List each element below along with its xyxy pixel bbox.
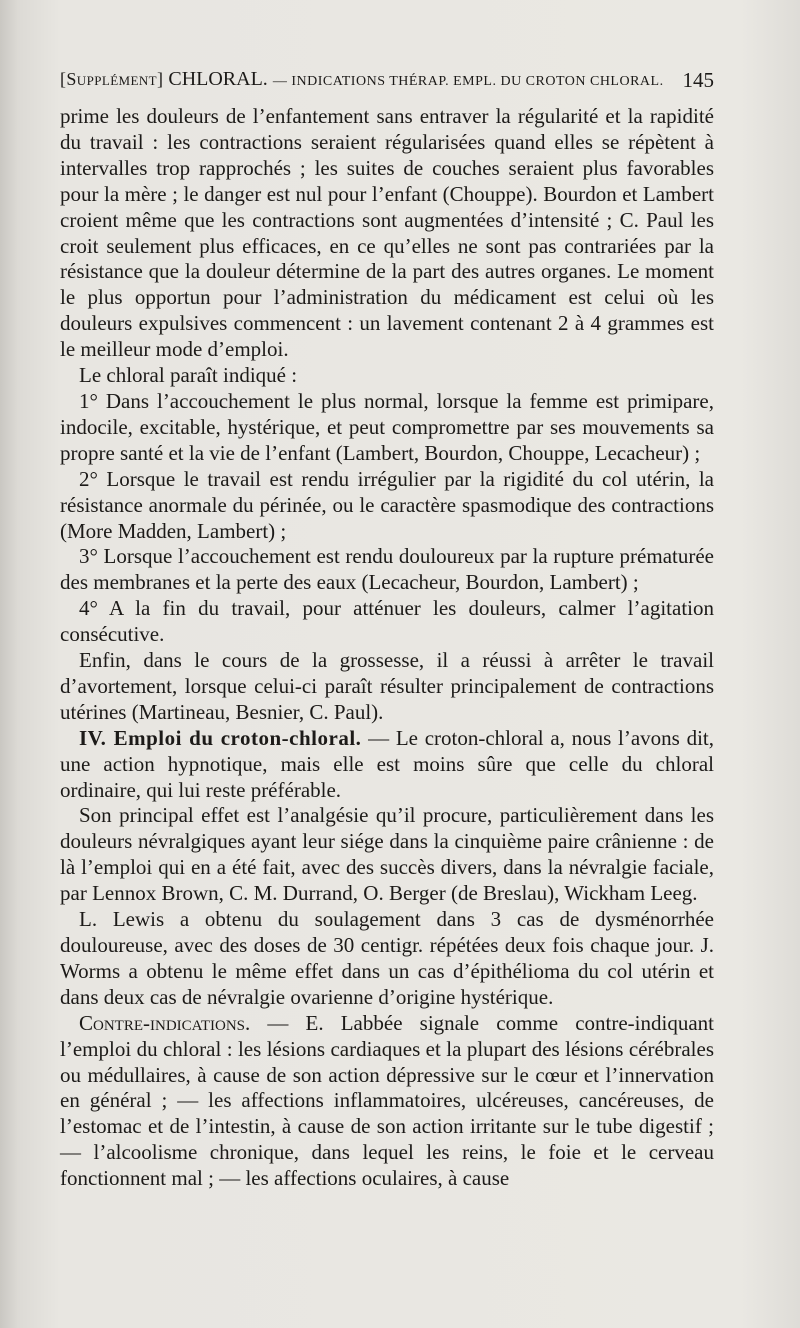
section-heading-croton: IV. Emploi du croton-chloral.	[79, 725, 362, 750]
paragraph-8	[60, 726, 714, 804]
paragraph-11-text: — E. Labbée signale comme contre-indiquant l’emploi du chloral : les lésions cardiaques et la plupart des lésions cérébrales ou médullaires, à cause de son action dépressive sur le cœur et l’innervation en général ; — les affections inflammatoires, ulcéreuses, cancéreuses, de l’estomac et de l’intestin, à cause de son action irritante sur le tube digestif ; — l’alcoolisme chronique, dans lequel les reins, le foie et le cerveau fonctionnent mal ; — les affections oculaires, à cause	[60, 1010, 714, 1191]
paragraph-2: Le chloral paraît indiqué :	[79, 363, 298, 388]
running-header	[60, 68, 714, 100]
paragraph-9: Son principal effet est l’analgésie qu’il procure, particulièrement dans les douleurs névralgiques ayant leur siége dans la cinquième paire crânienne : de là l’emploi qui en a été fait, avec des succès divers, dans la névralgie faciale, par Lennox Brown, C. M. Durrand, O. Berger (de Breslau), Wickham Leeg.	[60, 803, 714, 906]
paragraph-11	[60, 1011, 714, 1192]
paragraph-6: 4° A la fin du travail, pour atténuer les douleurs, calmer l’agitation consécutive.	[60, 596, 714, 647]
paragraph-4: 2° Lorsque le travail est rendu irrégulier par la rigidité du col utérin, la résistance anormale du périnée, ou le caractère spasmodique des contractions (More Madden, Lambert) ;	[60, 466, 714, 543]
paragraph-1: prime les douleurs de l’enfantement sans entraver la régularité et la rapidité du travail : les contractions seraient régularisées quand elles se répètent à intervalles trop rapprochés ; les suites de couches seraient plus favorables pour la mère ; le danger est nul pour l’enfant (Chouppe). Bourdon et Lambert croient même que les contractions sont augmentées d’intensité ; C. Paul les croit seulement plus efficaces, en ce qu’elles ne sont pas contrariées par la résistance que la douleur détermine de la part des autres organes. Le moment le plus opportun pour l’administration du médicament est celui où les douleurs expulsives commencent : un lavement contenant 2 à 4 grammes est le meilleur mode d’emploi.	[60, 104, 714, 362]
paragraph-10: L. Lewis a obtenu du soulagement dans 3 cas de dysménorrhée douloureuse, avec des doses de 30 centigr. répétées deux fois chaque jour. J. Worms a obtenu le même effet dans un cas d’épithélioma du col utérin et dans deux cas de névralgie ovarienne d’origine hystérique.	[60, 907, 714, 1009]
paragraph-3: 1° Dans l’accouchement le plus normal, lorsque la femme est primipare, indocile, excitable, hystérique, et peut compromettre par ses mouvements sa propre santé et la vie de l’enfant (Lambert, Bourdon, Chouppe, Lecacheur) ;	[60, 388, 714, 465]
section-heading-contre-indications: Contre-indications.	[79, 1010, 251, 1035]
header-title: CHLORAL.	[168, 68, 268, 90]
header-subtitle: — INDICATIONS THÉRAP. EMPL. DU CROTON CHLORAL.	[272, 74, 664, 89]
paragraph-7: Enfin, dans le cours de la grossesse, il a réussi à arrêter le travail d’avortement, lorsque celui-ci paraît résulter principalement de contractions utérines (Martineau, Besnier, C. Paul).	[60, 648, 714, 724]
header-section: [Supplément]	[60, 69, 164, 89]
paragraph-5: 3° Lorsque l’accouchement est rendu douloureux par la rupture prématurée des membranes et la perte des eaux (Lecacheur, Bourdon, Lambert) ;	[60, 544, 714, 595]
page-number: 145	[682, 68, 714, 92]
paragraph-8-text: — Le croton-chloral a, nous l’avons dit, une action hypnotique, mais elle est moins sûre que celle du chloral ordinaire, qui lui reste préférable.	[60, 725, 714, 802]
body-text	[60, 104, 714, 1192]
